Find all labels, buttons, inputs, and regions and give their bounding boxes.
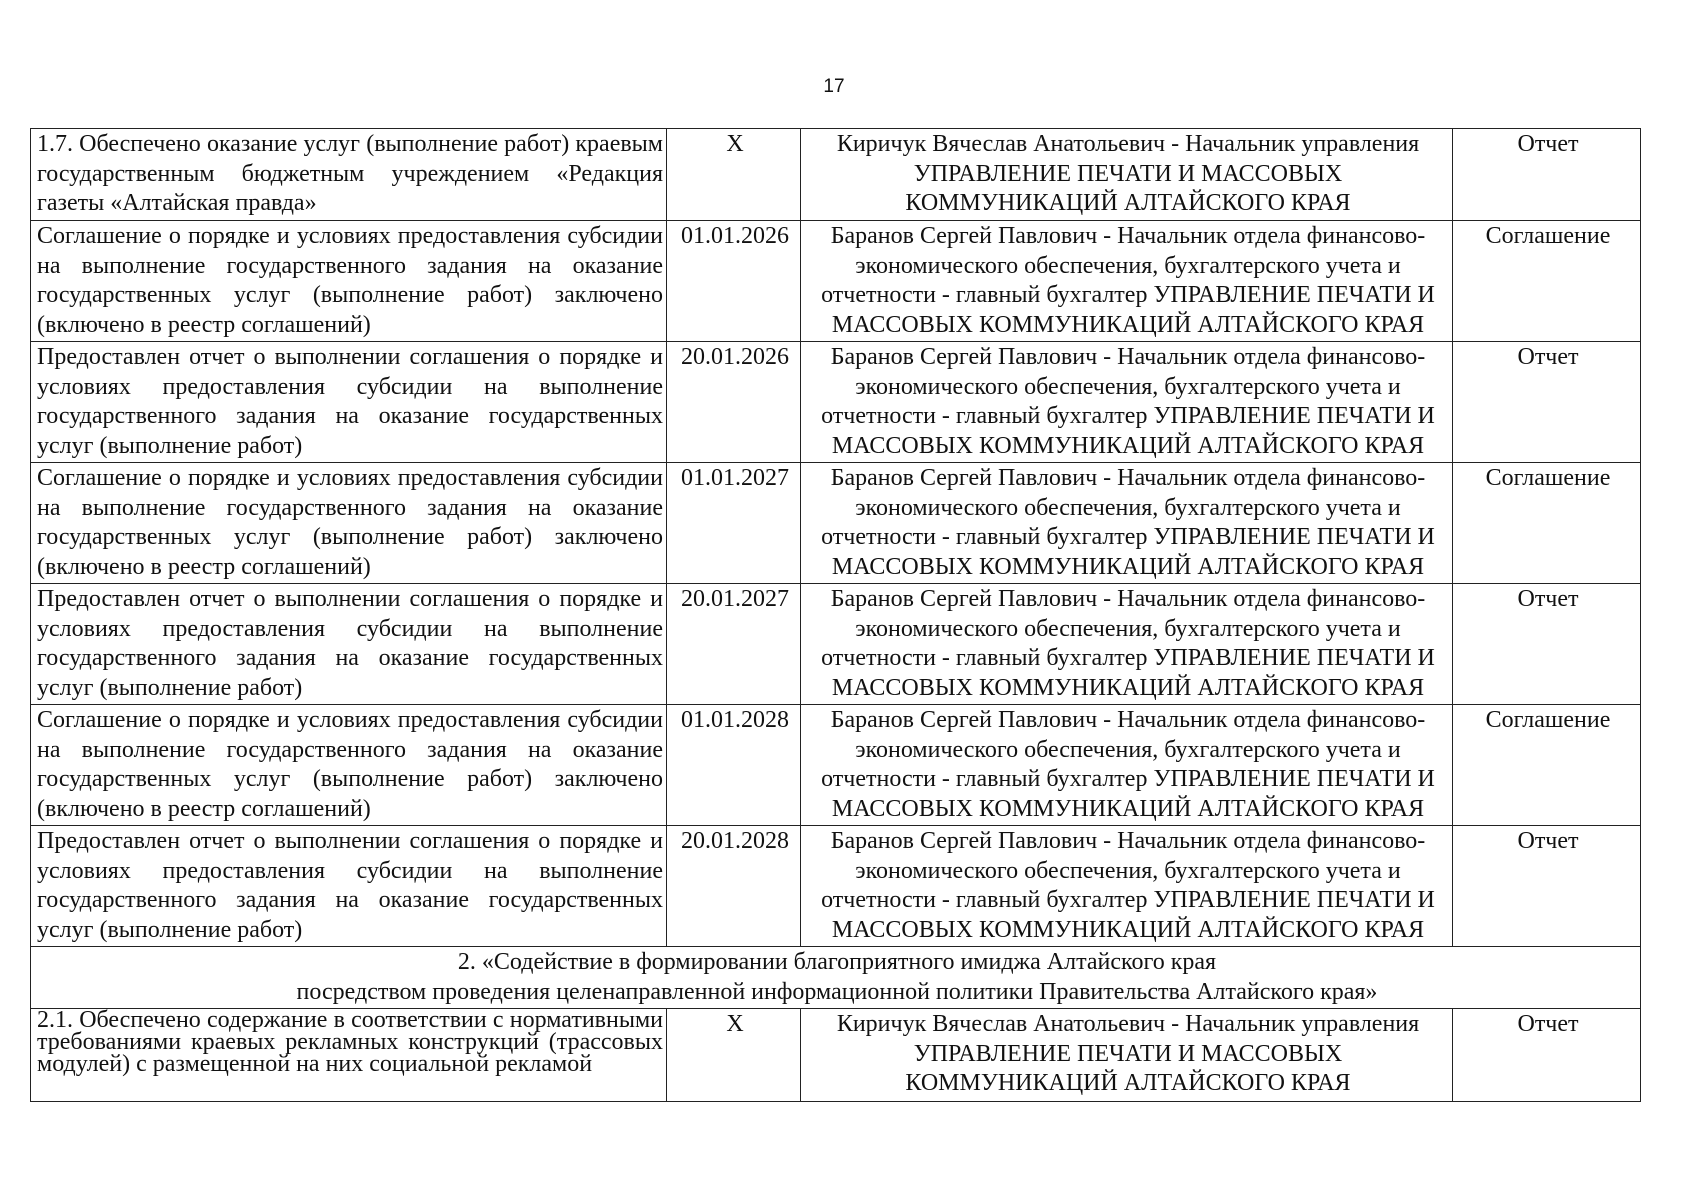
responsible-cell: Баранов Сергей Павлович - Начальник отдела финансово-экономического обеспечения, бухгалтерского учета и отчетности - главный бухгалтер УПРАВЛЕНИЕ ПЕЧАТИ И МАССОВЫХ КОММУНИКАЦИЙ АЛТАЙСКОГО КРАЯ	[801, 463, 1453, 584]
date-cell: 01.01.2028	[667, 705, 801, 826]
date-cell: 20.01.2028	[667, 826, 801, 947]
date-cell: X	[667, 1009, 801, 1102]
date-cell: X	[667, 129, 801, 221]
responsible-cell: Баранов Сергей Павлович - Начальник отдела финансово-экономического обеспечения, бухгалтерского учета и отчетности - главный бухгалтер УПРАВЛЕНИЕ ПЕЧАТИ И МАССОВЫХ КОММУНИКАЦИЙ АЛТАЙСКОГО КРАЯ	[801, 221, 1453, 342]
task-cell: Соглашение о порядке и условиях предоставления субсидии на выполнение государственного задания на оказание государственных услуг (выполнение работ) заключено (включено в реестр соглашений)	[31, 463, 667, 584]
table-row	[31, 463, 1641, 584]
plan-table	[30, 128, 1641, 1102]
responsible-cell: Киричук Вячеслав Анатольевич - Начальник управления УПРАВЛЕНИЕ ПЕЧАТИ И МАССОВЫХ КОММУНИКАЦИЙ АЛТАЙСКОГО КРАЯ	[801, 129, 1453, 221]
document-type-cell: Отчет	[1453, 1009, 1641, 1102]
table-row	[31, 129, 1641, 221]
task-cell: 1.7. Обеспечено оказание услуг (выполнение работ) краевым государственным бюджетным учреждением «Редакция газеты «Алтайская правда»	[31, 129, 667, 221]
table-row	[31, 705, 1641, 826]
responsible-cell: Киричук Вячеслав Анатольевич - Начальник управления УПРАВЛЕНИЕ ПЕЧАТИ И МАССОВЫХ КОММУНИКАЦИЙ АЛТАЙСКОГО КРАЯ	[801, 1009, 1453, 1102]
document-type-cell: Отчет	[1453, 826, 1641, 947]
document-type-cell: Соглашение	[1453, 705, 1641, 826]
section-title-line: 2. «Содействие в формировании благоприятного имиджа Алтайского края	[457, 949, 1217, 975]
document-type-cell: Отчет	[1453, 129, 1641, 221]
responsible-cell: Баранов Сергей Павлович - Начальник отдела финансово-экономического обеспечения, бухгалтерского учета и отчетности - главный бухгалтер УПРАВЛЕНИЕ ПЕЧАТИ И МАССОВЫХ КОММУНИКАЦИЙ АЛТАЙСКОГО КРАЯ	[801, 705, 1453, 826]
date-cell: 01.01.2026	[667, 221, 801, 342]
document-type-cell: Отчет	[1453, 584, 1641, 705]
document-type-cell: Отчет	[1453, 342, 1641, 463]
date-cell: 01.01.2027	[667, 463, 801, 584]
responsible-cell: Баранов Сергей Павлович - Начальник отдела финансово-экономического обеспечения, бухгалтерского учета и отчетности - главный бухгалтер УПРАВЛЕНИЕ ПЕЧАТИ И МАССОВЫХ КОММУНИКАЦИЙ АЛТАЙСКОГО КРАЯ	[801, 342, 1453, 463]
task-cell: Предоставлен отчет о выполнении соглашения о порядке и условиях предоставления субсидии на выполнение государственного задания на оказание государственных услуг (выполнение работ)	[31, 826, 667, 947]
table-row	[31, 221, 1641, 342]
task-cell: Предоставлен отчет о выполнении соглашения о порядке и условиях предоставления субсидии на выполнение государственного задания на оказание государственных услуг (выполнение работ)	[31, 342, 667, 463]
document-type-cell: Соглашение	[1453, 221, 1641, 342]
table-row	[31, 1009, 1641, 1102]
table-row	[31, 584, 1641, 705]
task-cell: Соглашение о порядке и условиях предоставления субсидии на выполнение государственного задания на оказание государственных услуг (выполнение работ) заключено (включено в реестр соглашений)	[31, 705, 667, 826]
date-cell: 20.01.2027	[667, 584, 801, 705]
responsible-cell: Баранов Сергей Павлович - Начальник отдела финансово-экономического обеспечения, бухгалтерского учета и отчетности - главный бухгалтер УПРАВЛЕНИЕ ПЕЧАТИ И МАССОВЫХ КОММУНИКАЦИЙ АЛТАЙСКОГО КРАЯ	[801, 826, 1453, 947]
document-type-cell: Соглашение	[1453, 463, 1641, 584]
task-cell: Предоставлен отчет о выполнении соглашения о порядке и условиях предоставления субсидии на выполнение государственного задания на оказание государственных услуг (выполнение работ)	[31, 584, 667, 705]
date-cell: 20.01.2026	[667, 342, 801, 463]
responsible-cell: Баранов Сергей Павлович - Начальник отдела финансово-экономического обеспечения, бухгалтерского учета и отчетности - главный бухгалтер УПРАВЛЕНИЕ ПЕЧАТИ И МАССОВЫХ КОММУНИКАЦИЙ АЛТАЙСКОГО КРАЯ	[801, 584, 1453, 705]
section-title	[31, 947, 1641, 1009]
page-number: 17	[823, 76, 845, 97]
section-header-row	[31, 947, 1641, 1009]
section-title-line: посредством проведения целенаправленной информационной политики Правительства Алтайского края»	[296, 978, 1378, 1005]
table-row	[31, 826, 1641, 947]
table-row	[31, 342, 1641, 463]
task-cell: Соглашение о порядке и условиях предоставления субсидии на выполнение государственного задания на оказание государственных услуг (выполнение работ) заключено (включено в реестр соглашений)	[31, 221, 667, 342]
task-cell: 2.1. Обеспечено содержание в соответствии с нормативными требованиями краевых рекламных конструкций (трассовых модулей) с размещенной на них социальной рекламой	[31, 1009, 667, 1102]
